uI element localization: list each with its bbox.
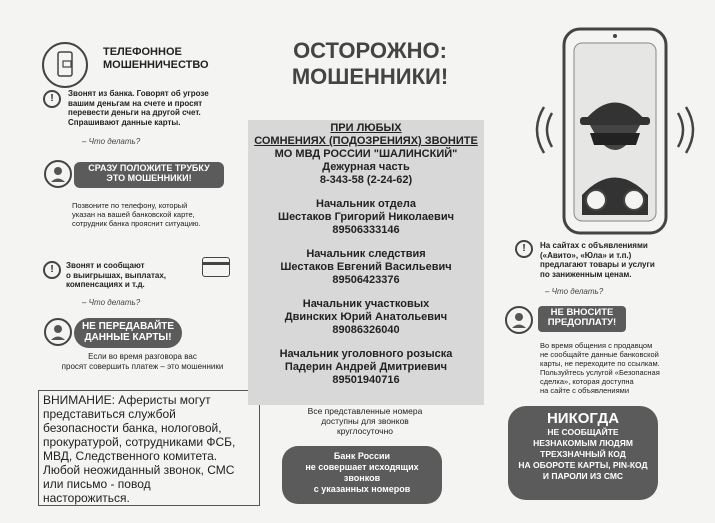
smartphone-scammer-illustration <box>530 25 700 237</box>
no-prepayment-pill: НЕ ВНОСИТЕ ПРЕДОПЛАТУ! <box>538 306 626 332</box>
alert-icon: ! <box>43 90 61 108</box>
officer-avatar-icon-3 <box>505 306 533 334</box>
section-title-line2: МОШЕННИЧЕСТВО <box>103 59 209 71</box>
availability-note: Все представленные номера доступны для звонков круглосуточно <box>307 406 423 437</box>
alert-icon-3: ! <box>515 240 533 258</box>
advice-call-bank: Позвоните по телефону, который указан на вашей банковской карте, сотрудник банка прояснит ситуацию. <box>72 201 201 228</box>
phone-call-icon <box>42 42 88 88</box>
contact-investigation-head: Начальник следствия Шестаков Евгений Васильевич 89506423376 <box>280 248 452 286</box>
contact-duty: Дежурная часть 8-343-58 (2-24-62) <box>319 161 413 186</box>
alert-icon-2: ! <box>43 261 61 279</box>
main-title <box>270 38 470 90</box>
contact-department-head: Начальник отдела Шестаков Григорий Николаевич 89506333146 <box>278 198 454 236</box>
main-title-line1: ОСТОРОЖНО: <box>293 38 447 63</box>
officer-avatar-icon-2 <box>44 318 72 346</box>
contacts-box <box>248 120 484 405</box>
credit-card-icon <box>202 257 230 277</box>
contact-criminal-head: Начальник уголовного розыска Падерин Андрей Дмитриевич 89501940716 <box>279 348 453 386</box>
advice-safe-deal: Во время общения с продавцом не сообщайте данные банковской карты, не переходите по ссылкам. Пользуйтесь услугой «Безопасная сделка», которая доступна на сайте с объявлениями <box>540 341 660 395</box>
scenario-classifieds: На сайтах с объявлениями («Авито», «Юла» и т.п.) предлагают товары и услуги по заниженным ценам. <box>540 241 655 279</box>
scenario-bank-call: Звонят из банка. Говорят об угрозе вашим деньгам на счете и просят перевести деньги на другой счет. Спрашивают данные карты. <box>68 89 209 127</box>
scenario-winnings: Звонят и сообщают о выигрышах, выплатах, компенсациях и т.д. <box>66 261 166 290</box>
what-to-do-1: – Что делать? <box>82 137 141 146</box>
dont-share-card-pill: НЕ ПЕРЕДАВАЙТЕ ДАННЫЕ КАРТЫ! <box>74 318 182 348</box>
section-title <box>103 46 209 72</box>
bank-of-russia-pill: Банк России не совершает исходящих звонков с указанных номеров <box>282 446 442 504</box>
what-to-do-3: – Что делать? <box>545 287 604 296</box>
contacts-header: ПРИ ЛЮБЫХ СОМНЕНИЯХ (ПОДОЗРЕНИЯХ) ЗВОНИТЕ МО МВД РОССИИ "ШАЛИНСКИЙ" <box>254 122 478 160</box>
what-to-do-2: – Что делать? <box>82 298 141 307</box>
never-title: НИКОГДА <box>546 410 620 427</box>
never-share-pill: НИКОГДА НЕ СООБЩАЙТЕ НЕЗНАКОМЫМ ЛЮДЯМ ТРЕХЗНАЧНЫЙ КОД НА ОБОРОТЕ КАРТЫ, PIN-КОД И ПАРОЛИ ИЗ СМС <box>508 406 658 500</box>
main-title-line2: МОШЕННИКИ! <box>291 64 449 89</box>
hang-up-pill: СРАЗУ ПОЛОЖИТЕ ТРУБКУ ЭТО МОШЕННИКИ! <box>74 162 224 188</box>
contact-district-head: Начальник участковых Двинских Юрий Анатольевич 89086326040 <box>284 298 448 336</box>
attention-box: ВНИМАНИЕ: Аферисты могут представиться службой безопасности банка, нологовой, прокуратурой, сотрудниками ФСБ, МВД, Следственного комитета. Любой неожиданный звонок, СМС или письмо - повод насторожиться. <box>38 390 260 506</box>
officer-avatar-icon <box>44 160 72 188</box>
section-title-line1: ТЕЛЕФОННОЕ <box>103 46 182 58</box>
advice-payment: Если во время разговора вас просят совершить платеж – это мошенники <box>61 352 224 371</box>
